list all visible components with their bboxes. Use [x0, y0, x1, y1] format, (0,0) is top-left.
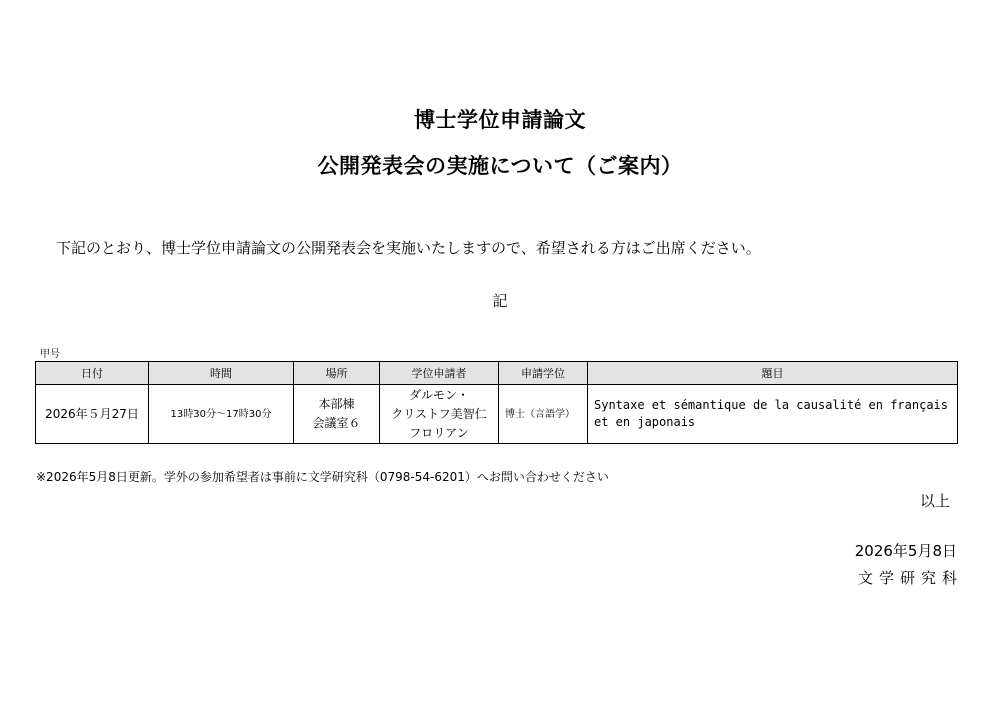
applicant-line2: クリストフ美智仁 [391, 406, 487, 421]
cell-topic: Syntaxe et sémantique de la causalité en français et en japonais [588, 385, 958, 444]
document-title-line1: 博士学位申請論文 [414, 108, 586, 132]
schedule-table [35, 361, 958, 444]
update-note: ※2026年5月8日更新。学外の参加希望者は事前に文学研究科（0798-54-6201）へお問い合わせください [36, 470, 609, 484]
place-line2: 会議室６ [312, 416, 361, 430]
header-place: 場所 [294, 362, 380, 385]
header-applicant: 学位申請者 [380, 362, 499, 385]
header-topic: 題目 [588, 362, 958, 385]
header-degree: 申請学位 [499, 362, 588, 385]
cell-place [294, 385, 380, 444]
cell-date: 2026年５月27日 [36, 385, 149, 444]
table-row [36, 385, 958, 444]
category-label: 甲号 [40, 349, 60, 360]
closing-mark: 以上 [919, 492, 950, 510]
applicant-line1: ダルモン・ [408, 387, 469, 402]
place-line1: 本部棟 [318, 397, 355, 411]
cell-degree: 博士（言語学） [499, 385, 588, 444]
table-header-row [36, 362, 958, 385]
document-title-line2: 公開発表会の実施について（ご案内） [317, 154, 683, 178]
ki-marker: 記 [492, 292, 508, 310]
cell-time: 13時30分～17時30分 [149, 385, 294, 444]
header-time: 時間 [149, 362, 294, 385]
intro-text: 下記のとおり、博士学位申請論文の公開発表会を実施いたしますので、希望される方はご出席ください。 [56, 239, 761, 257]
applicant-line3: フロリアン [409, 425, 469, 440]
issue-date: 2026年5月8日 [854, 542, 957, 560]
department-name: 文学研究科 [857, 569, 963, 587]
cell-applicant [380, 385, 499, 444]
header-date: 日付 [36, 362, 149, 385]
